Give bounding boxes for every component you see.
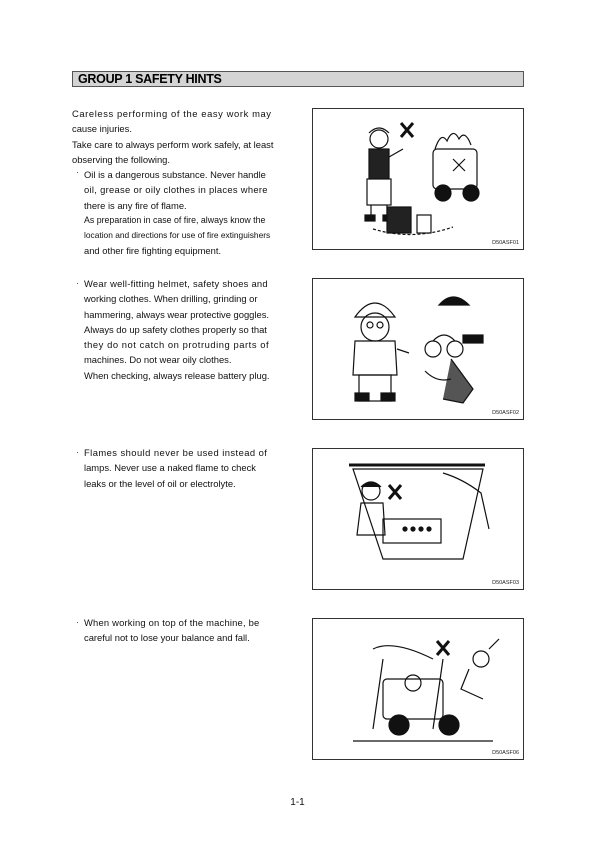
fall-hazard-illustration (313, 619, 525, 761)
prohibited-x-icon (389, 485, 401, 499)
intro-line: Take care to always perform work safely, at least (72, 138, 274, 150)
section-title: GROUP 1 SAFETY HINTS (78, 72, 222, 86)
figure-code: D50ASF01 (492, 240, 519, 246)
protective-gear-illustration (313, 279, 525, 421)
bullet-marker: · (76, 617, 79, 627)
figure-oil-fire (312, 108, 524, 250)
hint-text-flames (84, 445, 286, 491)
hint-line: oil, grease or oily clothes in places where (84, 184, 268, 196)
intro-paragraph (72, 106, 286, 167)
hint-line: location and directions for use of fire extinguishers (84, 230, 271, 241)
hint-line: and other fire fighting equipment. (84, 245, 222, 257)
hint-line: Flames should never be used instead of (84, 447, 268, 458)
hint-line: When checking, always release battery plug. (84, 369, 270, 381)
flame-check-illustration (313, 449, 525, 591)
hint-line: they do not catch on protruding parts of (84, 339, 270, 351)
hint-line: When working on top of the machine, be (84, 617, 260, 628)
bullet-marker: · (76, 278, 79, 288)
oil-fire-illustration (313, 109, 525, 251)
hint-line: machines. Do not wear oily clothes. (84, 354, 232, 366)
intro-line: cause injuries. (72, 123, 132, 135)
page-number: 1-1 (290, 797, 305, 808)
hint-line: there is any fire of flame. (84, 199, 187, 211)
section-header (72, 71, 524, 87)
figure-flame-check (312, 448, 524, 590)
figure-code: D50ASF02 (492, 410, 519, 416)
hint-text-oil (84, 167, 286, 259)
hint-line: careful not to lose your balance and fall. (84, 632, 250, 644)
hint-text-balance (84, 615, 286, 646)
hint-line: Wear well-fitting helmet, safety shoes and (84, 278, 268, 289)
bullet-marker: · (76, 167, 79, 177)
prohibited-x-icon (401, 123, 413, 137)
bullet-marker: · (76, 447, 79, 457)
figure-code: D50ASF03 (492, 580, 519, 586)
hint-line: lamps. Never use a naked flame to check (84, 462, 256, 474)
hint-text-clothing (84, 276, 286, 383)
figure-code: D50ASF06 (492, 750, 519, 756)
figure-protective-gear (312, 278, 524, 420)
hint-line: Oil is a dangerous substance. Never handle (84, 169, 266, 180)
hint-line: hammering, always wear protective goggles. (84, 308, 269, 320)
hint-line: leaks or the level of oil or electrolyte. (84, 477, 236, 489)
hint-line: Always do up safety clothes properly so that (84, 323, 267, 335)
hint-line: As preparation in case of fire, always know the (84, 214, 266, 225)
prohibited-x-icon (437, 641, 449, 655)
figure-fall-hazard (312, 618, 524, 760)
hint-line: working clothes. When drilling, grinding or (84, 293, 258, 305)
intro-line: observing the following. (72, 153, 170, 165)
intro-line: Careless performing of the easy work may (72, 108, 272, 119)
